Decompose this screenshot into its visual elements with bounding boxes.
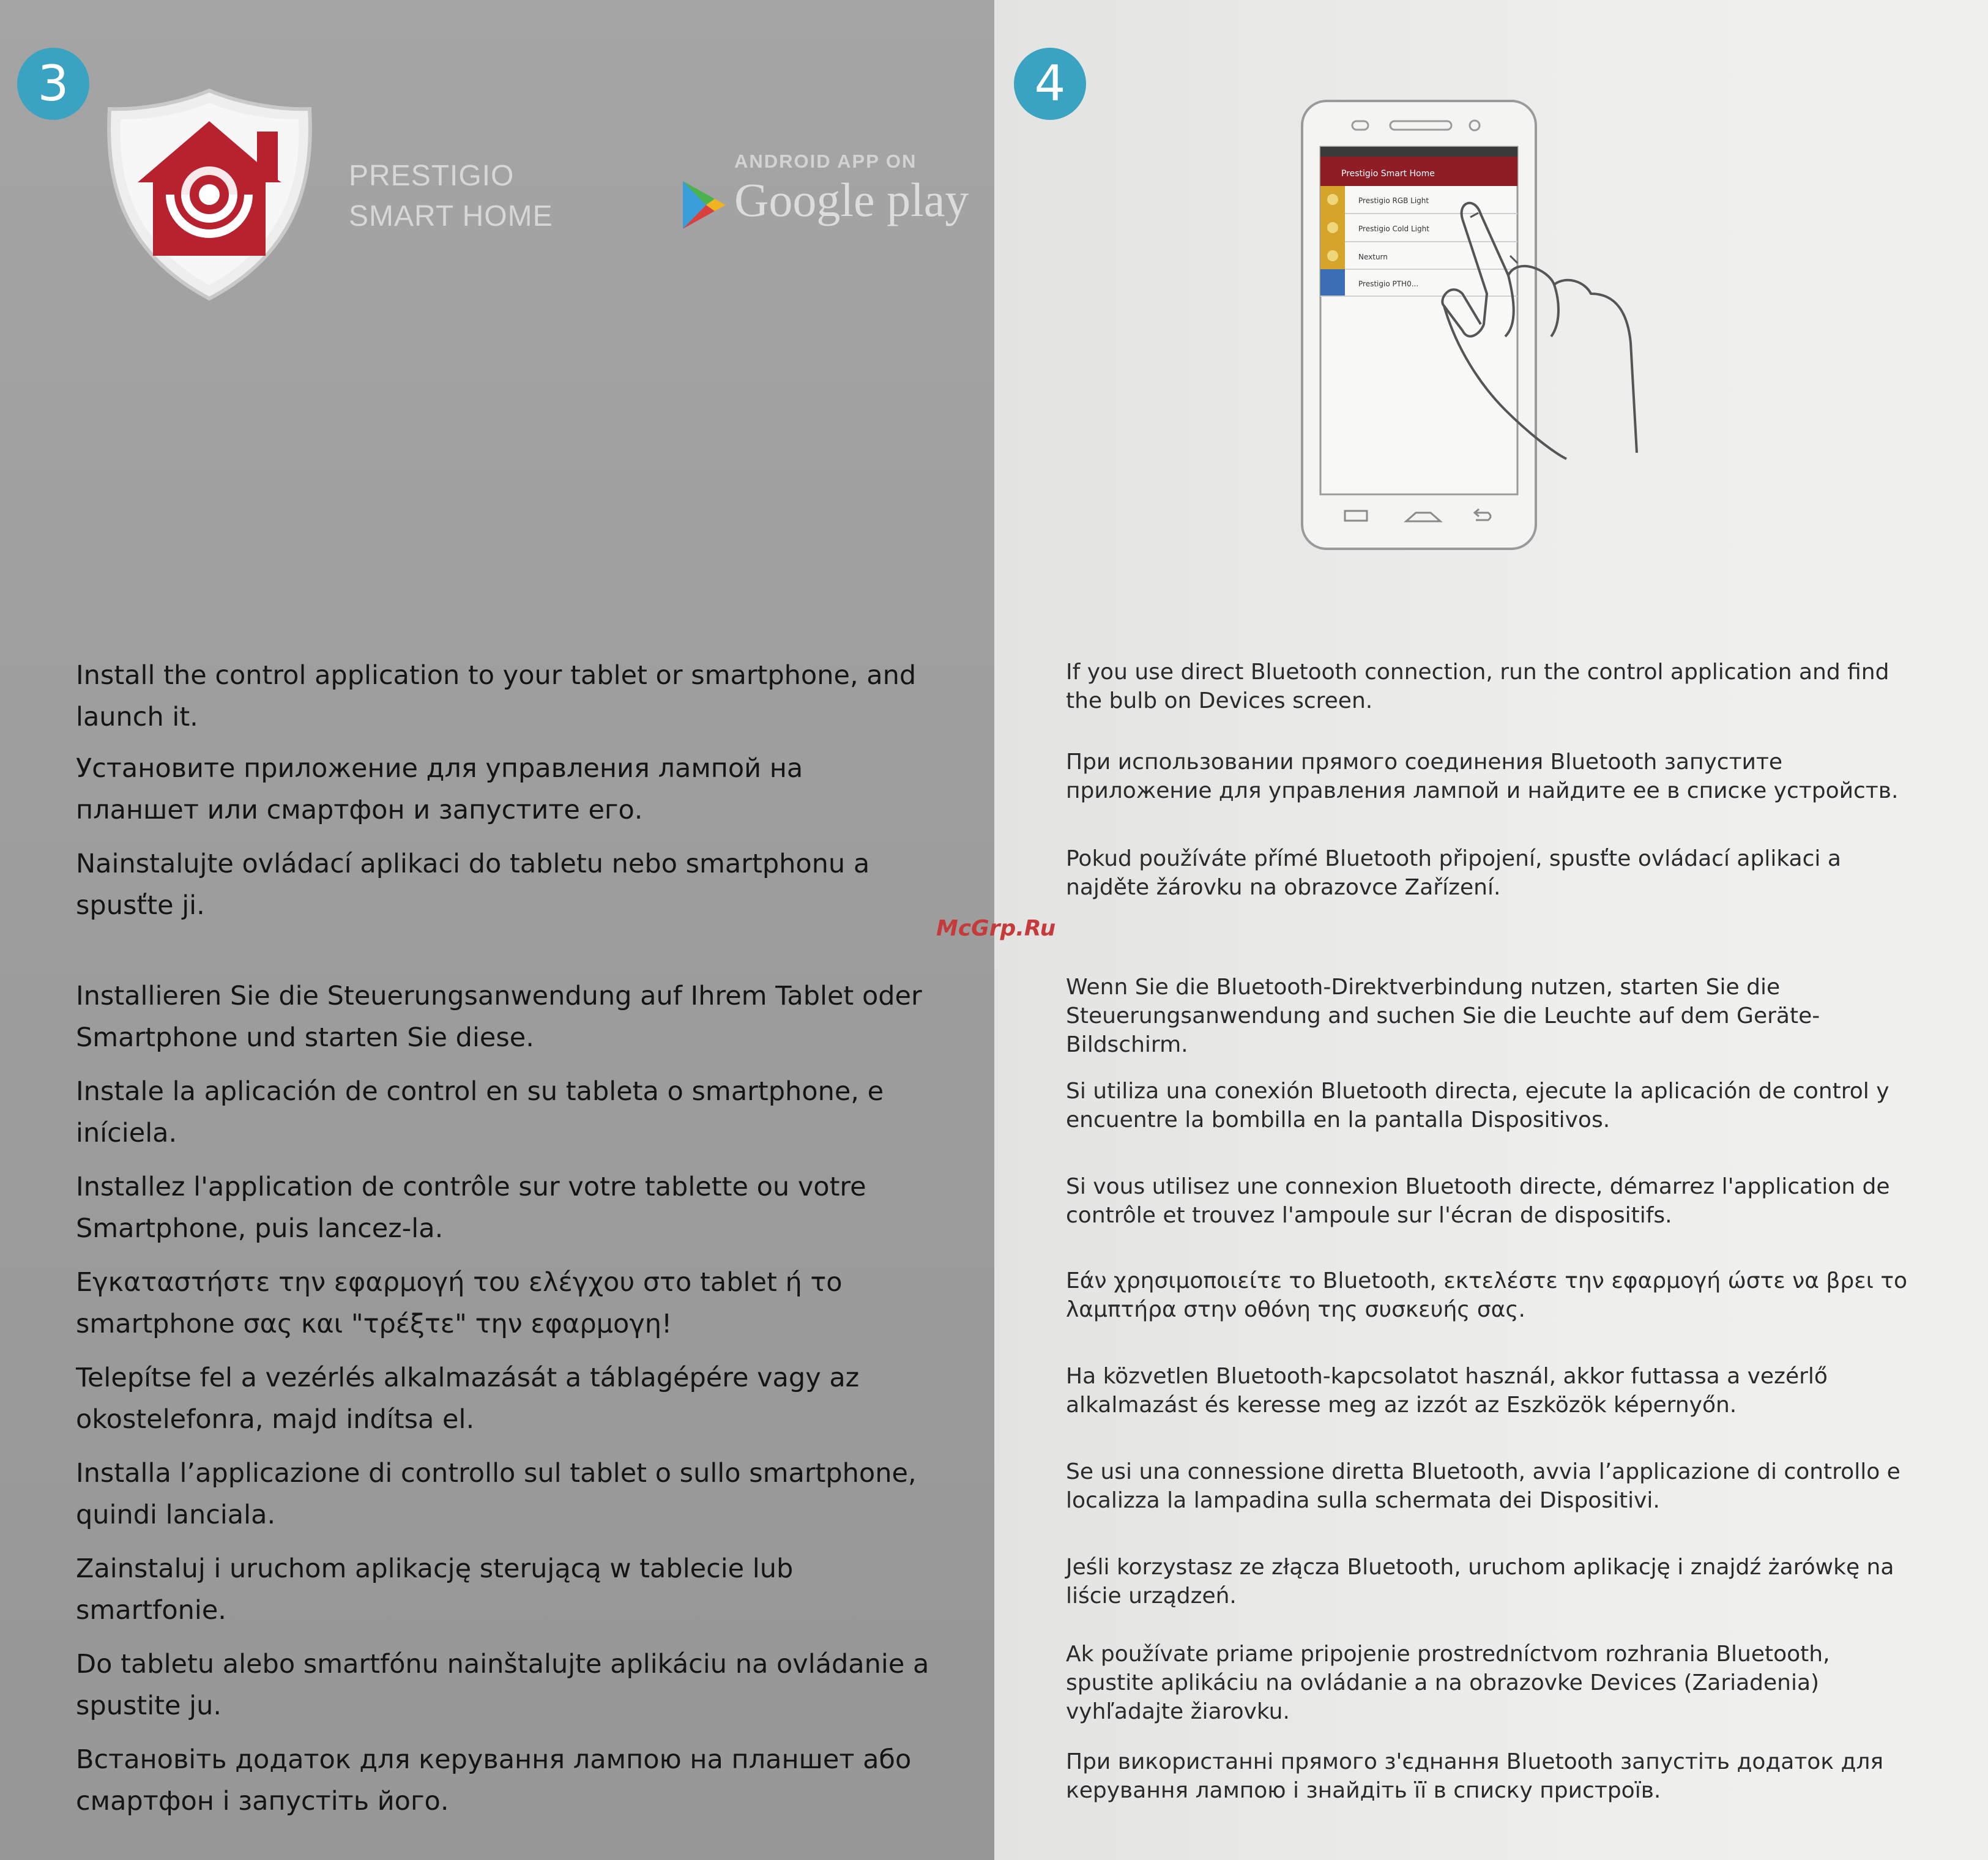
app-item-1: Prestigio RGB Light (1358, 196, 1429, 205)
bluetooth-pl: Jeśli korzystasz ze złącza Bluetooth, uruchom aplikację i znajdź żarówkę na liście urządzeń. (1066, 1555, 1894, 1609)
instruction-es: Instale la aplicación de control en su tableta o smartphone, e iníciela. (76, 1076, 884, 1148)
app-header-text: Prestigio Smart Home (1341, 169, 1435, 179)
app-item-4: Prestigio PTH0... (1358, 280, 1419, 288)
instruction-ru: Установите приложение для управления лампой на планшет или смартфон и запустите его. (76, 753, 803, 825)
watermark: McGrp.Ru (936, 916, 1056, 941)
brand-name (349, 156, 553, 237)
instruction-el: Εγκαταστήστε την εφαρμογή του ελέγχου στο tablet ή το smartphone σας και "τρέξτε" την εφαρμογη! (76, 1267, 843, 1339)
bluetooth-fr: Si vous utilisez une connexion Bluetooth directe, démarrez l'application de contrôle et trouvez l'ampoule sur l'écran de dispositifs. (1066, 1174, 1890, 1228)
instruction-uk: Встановіть додаток для керування лампою на планшет або смартфон і запустіть його. (76, 1744, 912, 1817)
bluetooth-sk: Ak používate priame pripojenie prostredníctvom rozhrania Bluetooth, spustite aplikáciu na ovládanie a na obrazovke Devices (Zariadenia) vyhľadajte žiarovku. (1066, 1642, 1830, 1724)
instruction-fr: Installez l'application de contrôle sur votre tablette ou votre Smartphone, puis lancez-la. (76, 1172, 866, 1244)
instruction-de: Installieren Sie die Steuerungsanwendung auf Ihrem Tablet oder Smartphone und starten Sie diese. (76, 981, 922, 1053)
bluetooth-cs: Pokud používáte přímé Bluetooth připojení, spusťte ovládací aplikaci a najděte žárovku na obrazovce Zařízení. (1066, 846, 1841, 900)
instruction-it: Installa l’applicazione di controllo sul tablet o sullo smartphone, quindi lanciala. (76, 1458, 917, 1530)
bluetooth-ru: При использовании прямого соединения Bluetooth запустите приложение для управления лампой и найдите ее в списке устройств. (1066, 750, 1899, 803)
bluetooth-it: Se usi una connessione diretta Bluetooth, avvia l’applicazione di controllo e localizza la lampadina sulla schermata dei Dispositivi. (1066, 1459, 1901, 1513)
bluetooth-es: Si utiliza una conexión Bluetooth directa, ejecute la aplicación de control y encuentre la bombilla en la pantalla Dispositivos. (1066, 1079, 1889, 1133)
brand-line-2: SMART HOME (349, 200, 553, 232)
app-item-2: Prestigio Cold Light (1358, 225, 1429, 233)
phone-illustration (1297, 92, 1689, 557)
instruction-pl: Zainstaluj i uruchom aplikację sterującą w tablecie lub smartfonie. (76, 1553, 794, 1626)
instruction-cs: Nainstalujte ovládací aplikaci do tabletu nebo smartphonu a spusťte ji. (76, 849, 870, 921)
bluetooth-el: Εάν χρησιμοποιείτε το Bluetooth, εκτελέστε την εφαρμογή ώστε να βρει το λαμπτήρα στην οθόνη της συσκευής σας. (1066, 1268, 1908, 1322)
google-play-tagline: ANDROID APP ON (734, 151, 917, 172)
smart-home-logo-icon (104, 86, 315, 303)
instruction-sk: Do tabletu alebo smartfónu nainštalujte aplikáciu na ovládanie a spustite ju. (76, 1649, 929, 1721)
bluetooth-en: If you use direct Bluetooth connection, run the control application and find the bulb on Devices screen. (1066, 660, 1889, 713)
app-item-3: Nexturn (1358, 253, 1388, 261)
bluetooth-de: Wenn Sie die Bluetooth-Direktverbindung nutzen, starten Sie die Steuerungsanwendung and suchen Sie die Leuchte auf dem Geräte-Bildschirm. (1066, 975, 1820, 1057)
step-number-3: 3 (17, 48, 89, 120)
brand-line-1: PRESTIGIO (349, 160, 515, 192)
google-play-name: Google play (734, 173, 969, 226)
bluetooth-uk: При використанні прямого з'єднання Bluetooth запустіть додаток для керування лампою і знайдіть її в списку пристроїв. (1066, 1749, 1884, 1803)
bluetooth-hu: Ha közvetlen Bluetooth-kapcsolatot használ, akkor futtassa a vezérlő alkalmazást és keresse meg az izzót az Eszközök képernyőn. (1066, 1364, 1828, 1418)
instruction-en: Install the control application to your tablet or smartphone, and launch it. (76, 660, 917, 732)
instruction-hu: Telepítse fel a vezérlés alkalmazását a táblagépére vagy az okostelefonra, majd indítsa el. (76, 1363, 860, 1435)
step-number-4: 4 (1014, 48, 1086, 120)
google-play-icon (679, 179, 728, 231)
